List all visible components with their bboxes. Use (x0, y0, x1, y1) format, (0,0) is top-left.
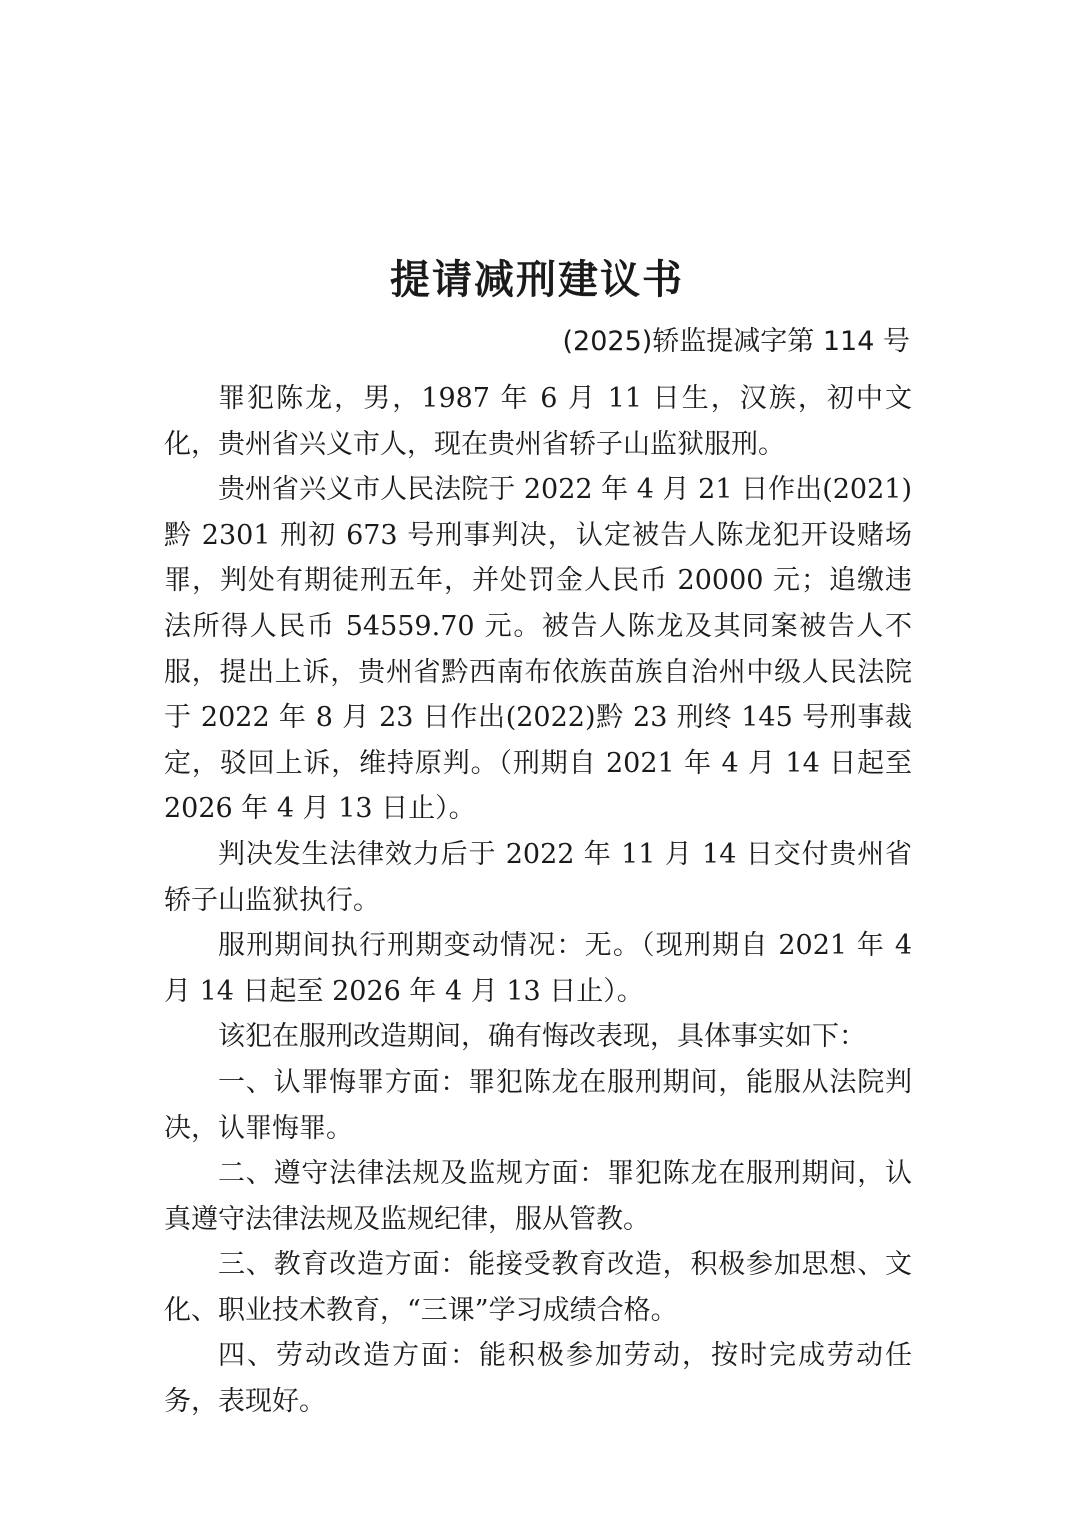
paragraph-compliance: 二、遵守法律法规及监规方面：罪犯陈龙在服刑期间，认真遵守法律法规及监规纪律，服从管教。 (164, 1158, 912, 1235)
paragraph-judgment: 贵州省兴义市人民法院于 2022 年 4 月 21 日作出(2021)黔 2301 刑初 673 号刑事判决，认定被告人陈龙犯开设赌场罪，判处有期徒刑五年，并处罚金人民币 20000 元；追缴违法所得人民币 54559.70 元。被告人陈龙及其同案被告人不服，提出上诉，贵州省黔西南布依族苗族自治州中级人民法院于 2022 年 8 月 23 日作出(2022)黔 23 刑终 145 号刑事裁定，驳回上诉，维持原判。（刑期自 2021 年 4 月 14 日起至 2026 年 4 月 13 日止）。 (164, 474, 912, 825)
paragraph-labor: 四、劳动改造方面：能积极参加劳动，按时完成劳动任务，表现好。 (164, 1340, 912, 1418)
document-title: 提请减刑建议书 (390, 256, 684, 303)
document-number: (2025)轿监提减字第 114 号 (562, 326, 910, 357)
document-body (164, 376, 912, 1425)
paragraph-facts-intro: 该犯在服刑改造期间，确有悔改表现，具体事实如下： (218, 1021, 866, 1053)
paragraph-personal-info: 罪犯陈龙，男，1987 年 6 月 11 日生，汉族，初中文化，贵州省兴义市人，现在贵州省轿子山监狱服刑。 (164, 383, 912, 460)
paragraph-education: 三、教育改造方面：能接受教育改造，积极参加思想、文化、职业技术教育，“三课”学习成绩合格。 (164, 1249, 912, 1326)
paragraph-sentence-changes: 服刑期间执行刑期变动情况：无。（现刑期自 2021 年 4 月 14 日起至 2026 年 4 月 13 日止）。 (164, 930, 912, 1007)
paragraph-execution: 判决发生法律效力后于 2022 年 11 月 14 日交付贵州省轿子山监狱执行。 (164, 838, 912, 916)
paragraph-repentance: 一、认罪悔罪方面：罪犯陈龙在服刑期间，能服从法院判决，认罪悔罪。 (164, 1066, 912, 1144)
